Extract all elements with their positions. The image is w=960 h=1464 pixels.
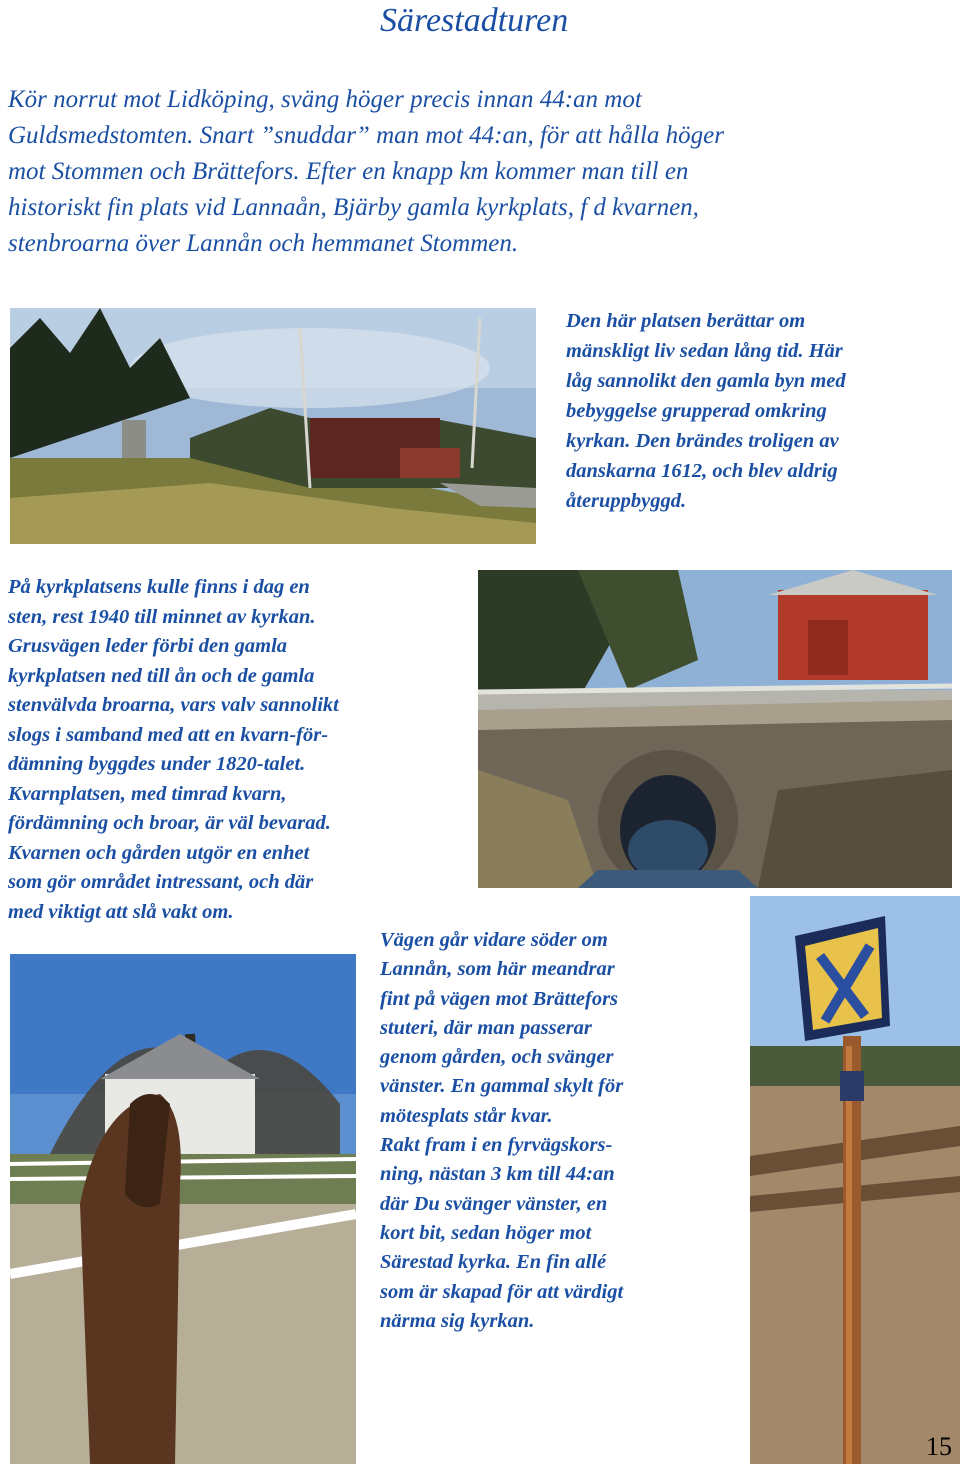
intro-line: stenbroarna över Lannån och hemmanet Stommen. (8, 230, 519, 257)
caption-line: Kvarnen och gården utgör en enhet (8, 841, 310, 864)
caption-line: kyrkan. Den brändes troligen av (566, 430, 839, 452)
caption-line: Kvarnplatsen, med timrad kvarn, (8, 782, 287, 805)
caption-line: fint på vägen mot Brättefors (380, 987, 619, 1010)
caption-line: som gör området intressant, och där (8, 871, 314, 893)
caption-line: stuteri, där man passerar (380, 1016, 592, 1039)
caption-stone-bridge (8, 573, 468, 927)
page-title: Särestadturen (380, 2, 569, 39)
caption-line: slogs i samband med att en kvarn-för- (8, 723, 329, 746)
caption-road-south (380, 926, 740, 1336)
caption-line: Den här platsen berättar om (566, 310, 806, 332)
caption-line: sten, rest 1940 till minnet av kyrkan. (8, 605, 316, 628)
caption-line: med viktigt att slå vakt om. (8, 900, 234, 923)
caption-line: genom gården, och svänger (380, 1046, 614, 1069)
caption-line: Vägen går vidare söder om (380, 929, 608, 951)
caption-line: låg sannolikt den gamla byn med (566, 370, 846, 392)
caption-line: fördämning och broar, är väl bevarad. (8, 812, 331, 834)
caption-line: mötesplats står kvar. (380, 1104, 553, 1127)
intro-paragraph (8, 82, 948, 262)
intro-line: Kör norrut mot Lidköping, sväng höger precis innan 44:an mot (8, 86, 642, 113)
intro-line: historiskt fin plats vid Lannaån, Bjärby gamla kyrkplats, f d kvarnen, (8, 194, 699, 221)
caption-line: danskarna 1612, och blev aldrig (566, 460, 838, 482)
photo-church-site (10, 308, 536, 544)
caption-line: På kyrkplatsens kulle finns i dag en (8, 576, 310, 598)
caption-line: Särestad kyrka. En fin allé (380, 1251, 607, 1274)
photo-old-sign (750, 896, 960, 1464)
caption-line: Lannån, som här meandrar (380, 958, 615, 981)
caption-line: Rakt fram i en fyrvägskors- (380, 1134, 613, 1157)
intro-line: mot Stommen och Brättefors. Efter en knapp km kommer man till en (8, 158, 689, 185)
caption-line: ning, nästan 3 km till 44:an (380, 1163, 615, 1186)
caption-line: stenvälvda broarna, vars valv sannolikt (8, 694, 339, 716)
caption-church-site (566, 306, 946, 516)
photo-stone-bridge (478, 570, 952, 888)
caption-line: bebyggelse grupperad omkring (566, 400, 827, 422)
caption-line: kort bit, sedan höger mot (380, 1221, 592, 1244)
page-number: 15 (926, 1432, 952, 1461)
caption-line: mänskligt liv sedan lång tid. Här (566, 340, 843, 362)
caption-line: Grusvägen leder förbi den gamla (8, 635, 288, 657)
caption-line: där Du svänger vänster, en (380, 1192, 608, 1215)
photo-stud-farm-horse (10, 954, 356, 1464)
caption-line: kyrkplatsen ned till ån och de gamla (8, 664, 315, 687)
intro-line: Guldsmedstomten. Snart ”snuddar” man mot 44:an, för att hålla höger (8, 122, 725, 149)
caption-line: närma sig kyrkan. (380, 1309, 535, 1332)
caption-line: återuppbyggd. (566, 490, 687, 512)
caption-line: vänster. En gammal skylt för (380, 1075, 624, 1098)
caption-line: dämning byggdes under 1820-talet. (8, 753, 306, 775)
caption-line: som är skapad för att värdigt (380, 1280, 624, 1303)
